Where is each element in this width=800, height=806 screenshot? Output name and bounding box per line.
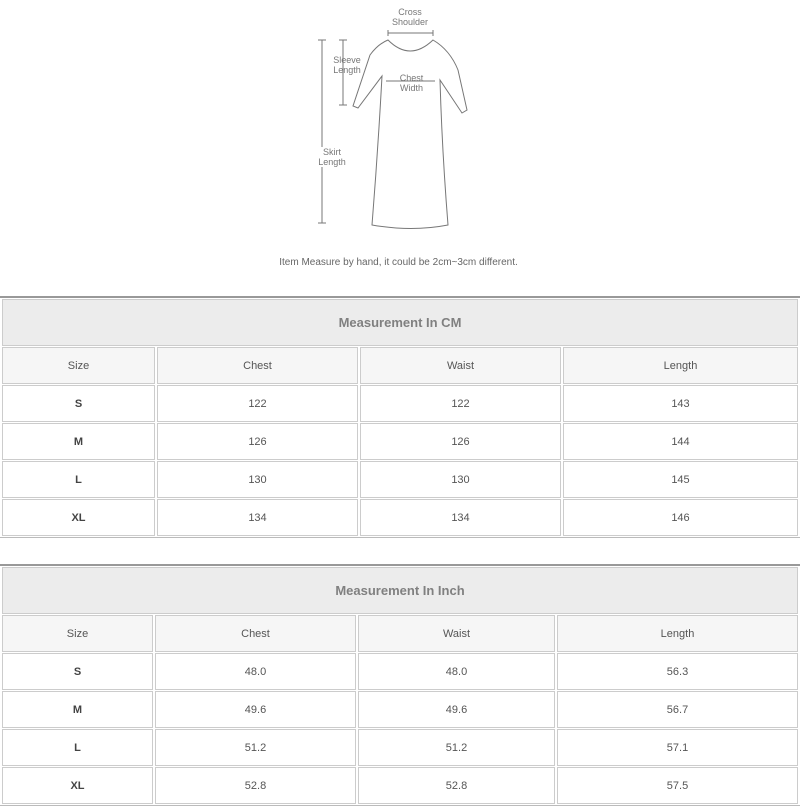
table-cell: 51.2 — [358, 729, 555, 766]
dress-size-diagram — [300, 0, 500, 240]
table-header-row — [2, 347, 798, 384]
table-cell: M — [2, 691, 153, 728]
table-cell: 134 — [360, 499, 561, 536]
dress-outline-icon — [300, 0, 500, 240]
table-row — [2, 729, 798, 766]
table-cell: S — [2, 653, 153, 690]
table-title-row — [2, 299, 798, 346]
table-cell: L — [2, 461, 155, 498]
table-title-row — [2, 567, 798, 614]
table-cell: 143 — [563, 385, 798, 422]
chest-width-label: Chest Width — [399, 73, 424, 93]
table-cell: 144 — [563, 423, 798, 460]
sleeve-length-label: Sleeve Length — [333, 55, 361, 75]
table-cell: XL — [2, 767, 153, 804]
column-header: Chest — [155, 615, 356, 652]
cm-size-table — [0, 296, 800, 538]
column-header: Waist — [360, 347, 561, 384]
table-cell: XL — [2, 499, 155, 536]
table-cell: 134 — [157, 499, 358, 536]
table-cell: 48.0 — [358, 653, 555, 690]
table-header-row — [2, 615, 798, 652]
table-row — [2, 385, 798, 422]
column-header: Length — [563, 347, 798, 384]
table-cell: M — [2, 423, 155, 460]
cross-shoulder-label: Cross Shoulder — [391, 7, 429, 27]
column-header: Size — [2, 347, 155, 384]
table-row — [2, 691, 798, 728]
measurement-note: Item Measure by hand, it could be 2cm~3cm different. — [279, 257, 518, 268]
table-cell: 56.3 — [557, 653, 798, 690]
column-header: Length — [557, 615, 798, 652]
table-row — [2, 499, 798, 536]
table-row — [2, 767, 798, 804]
table-cell: 56.7 — [557, 691, 798, 728]
table-title: Measurement In Inch — [2, 567, 798, 614]
table-cell: 49.6 — [155, 691, 356, 728]
table-cell: 146 — [563, 499, 798, 536]
column-header: Chest — [157, 347, 358, 384]
table-cell: S — [2, 385, 155, 422]
table-cell: 122 — [360, 385, 561, 422]
table-cell: 51.2 — [155, 729, 356, 766]
table-cell: 130 — [360, 461, 561, 498]
column-header: Size — [2, 615, 153, 652]
table-cell: 52.8 — [155, 767, 356, 804]
table-cell: 126 — [360, 423, 561, 460]
table-cell: 52.8 — [358, 767, 555, 804]
table-row — [2, 423, 798, 460]
table-row — [2, 461, 798, 498]
skirt-length-label: Skirt Length — [312, 147, 352, 167]
table-cell: 130 — [157, 461, 358, 498]
table-title: Measurement In CM — [2, 299, 798, 346]
inch-size-table — [0, 564, 800, 806]
table-cell: 145 — [563, 461, 798, 498]
table-cell: L — [2, 729, 153, 766]
table-cell: 48.0 — [155, 653, 356, 690]
table-row — [2, 653, 798, 690]
table-cell: 126 — [157, 423, 358, 460]
column-header: Waist — [358, 615, 555, 652]
table-cell: 57.5 — [557, 767, 798, 804]
table-cell: 49.6 — [358, 691, 555, 728]
table-cell: 122 — [157, 385, 358, 422]
table-cell: 57.1 — [557, 729, 798, 766]
